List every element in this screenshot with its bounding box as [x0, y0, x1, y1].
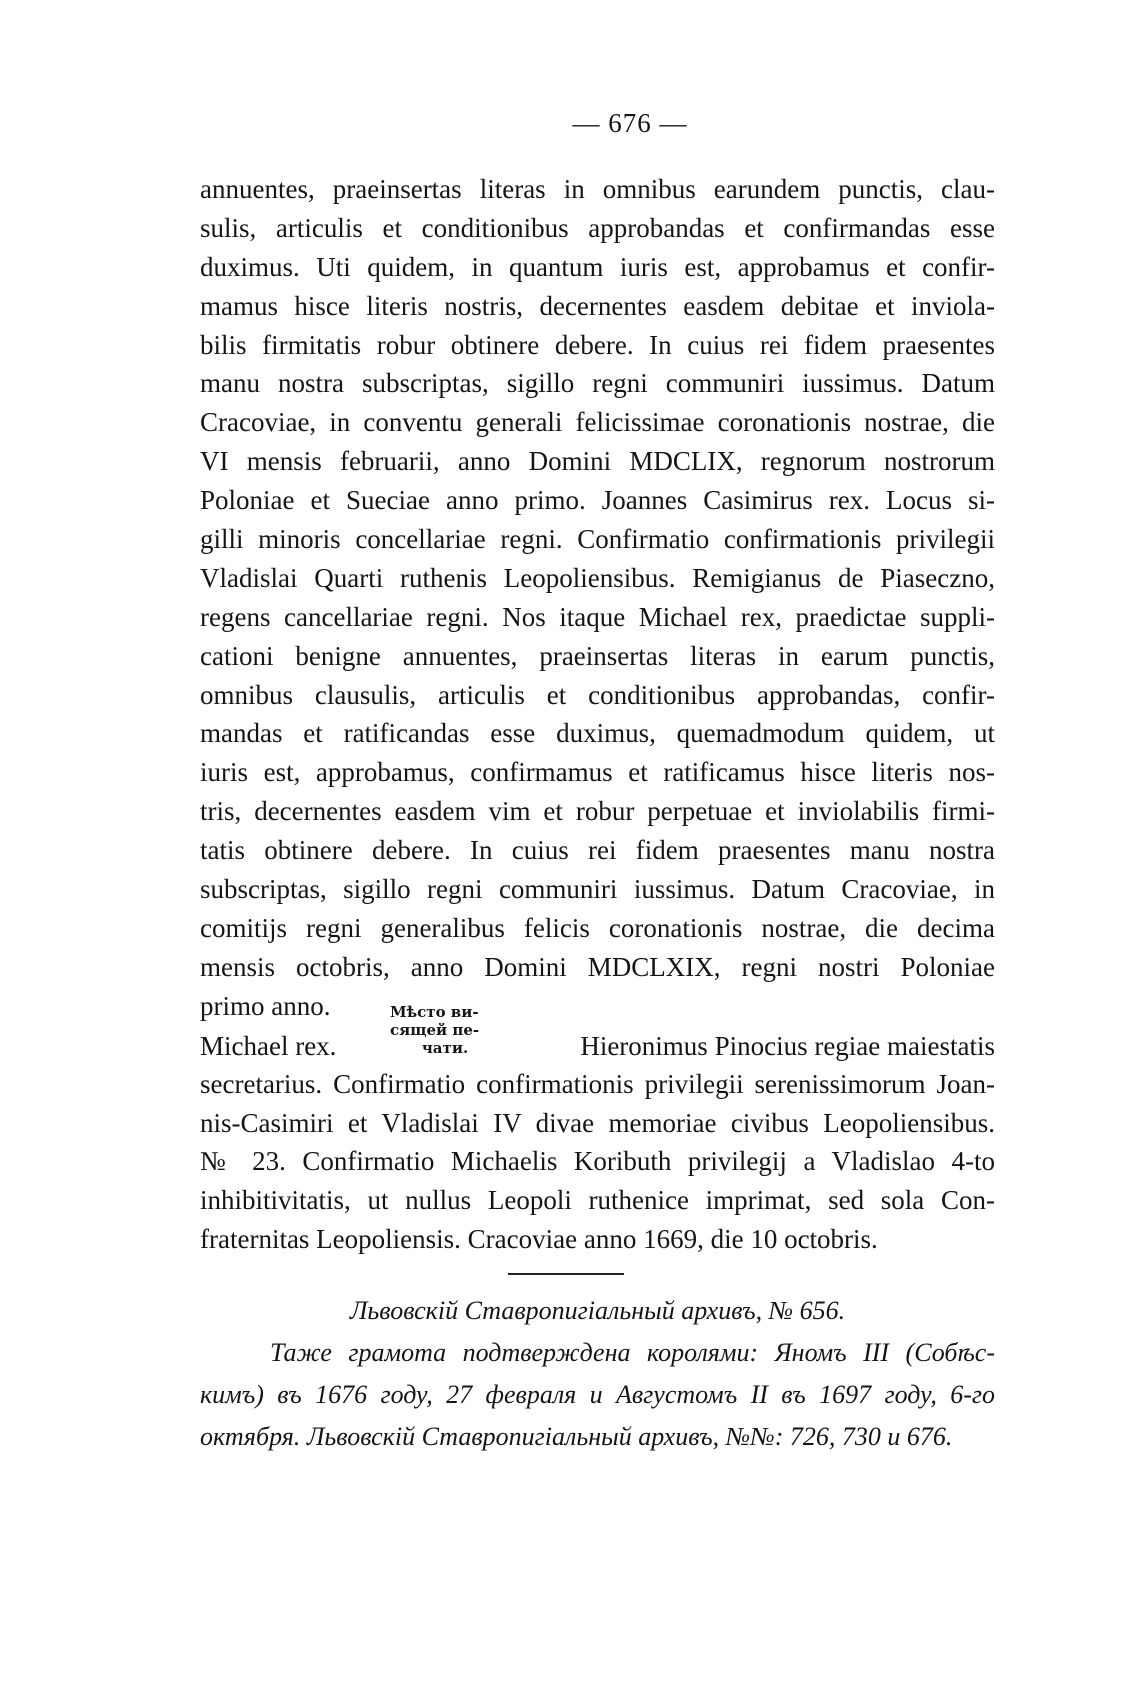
text-line: secretarius. Confirmatio confirmationis privilegii serenissimorum Joan-: [200, 1068, 995, 1099]
text-line: Cracoviae, in conventu generali felicissimae coronationis nostrae, die: [200, 407, 995, 438]
text-line: mensis octobris, anno Domini MDCLXIX, regni nostri Poloniae: [200, 951, 995, 982]
seal-note-line: Мѣсто ви-: [390, 1002, 479, 1021]
text-line: Vladislai Quarti ruthenis Leopoliensibus. Remigianus de Piaseczno,: [200, 562, 995, 593]
text-line: omnibus clausulis, articulis et conditionibus approbandas, confir-: [200, 679, 995, 710]
seal-note-line: сящей пе-: [390, 1020, 480, 1039]
text-line: duximus. Uti quidem, in quantum iuris est, approbamus et confir-: [200, 251, 995, 282]
seal-note-line: чати.: [421, 1038, 469, 1057]
text-line: regens cancellariae regni. Nos itaque Michael rex, praedictae suppli-: [200, 601, 995, 632]
note-line: октября. Львовскій Ставропигіальный архивъ, №№: 726, 730 и 676.: [200, 1422, 953, 1451]
hieronimus-signature: Hieronimus Pinocius regiae maiestatis: [580, 1030, 995, 1061]
page-number: — 676 —: [572, 108, 688, 138]
text-line: nis-Casimiri et Vladislai IV divae memoriae civibus Leopoliensibus.: [200, 1107, 995, 1138]
text-line: manu nostra subscriptas, sigillo regni communiri iussimus. Datum: [200, 368, 995, 399]
primo-anno-text: primo anno.: [200, 990, 331, 1021]
text-line: iuris est, approbamus, confirmamus et ratificamus hisce literis nos-: [200, 757, 995, 788]
text-line: comitijs regni generalibus felicis coronationis nostrae, die decima: [200, 912, 995, 943]
text-line: mandas et ratificandas esse duximus, quemadmodum quidem, ut: [200, 718, 995, 749]
archival-notes: [200, 1290, 995, 1458]
note-line: Таже грамота подтверждена королями: Яномъ III (Собѣс-: [270, 1338, 995, 1367]
footnote-divider: [508, 1273, 624, 1275]
archive-source-line: Львовскій Ставропигіальный архивъ, № 656.: [349, 1296, 846, 1325]
signature-block: [200, 987, 995, 1065]
text-line: inhibitivitatis, ut nullus Leopoli ruthenice imprimat, sed sola Con-: [200, 1185, 995, 1216]
seal-place-note: [390, 1003, 500, 1057]
text-line: № 23. Confirmatio Michaelis Koributh privilegij a Vladislao 4-to: [200, 1146, 995, 1177]
text-line: fraternitas Leopoliensis. Cracoviae anno 1669, die 10 octobris.: [200, 1224, 878, 1255]
text-line: subscriptas, sigillo regni communiri iussimus. Datum Cracoviae, in: [200, 874, 995, 905]
text-line: bilis firmitatis robur obtinere debere. In cuius rei fidem praesentes: [200, 329, 995, 360]
text-line: tris, decernentes easdem vim et robur perpetuae et inviolabilis firmi-: [200, 796, 995, 827]
text-line: annuentes, praeinsertas literas in omnibus earundem punctis, clau-: [200, 174, 995, 204]
text-line: mamus hisce literis nostris, decernentes easdem debitae et inviola-: [200, 290, 995, 321]
text-line: cationi benigne annuentes, praeinsertas literas in earum punctis,: [200, 640, 995, 671]
main-text: [200, 170, 995, 1259]
text-line: VI mensis februarii, anno Domini MDCLIX, regnorum nostrorum: [200, 446, 995, 477]
text-line: sulis, articulis et conditionibus approbandas et confirmandas esse: [200, 212, 995, 243]
text-line: tatis obtinere debere. In cuius rei fidem praesentes manu nostra: [200, 835, 995, 866]
note-line: кимъ) въ 1676 году, 27 февраля и Августомъ II въ 1697 году, 6-го: [200, 1380, 995, 1409]
michael-rex-signature: Michael rex.: [200, 1030, 337, 1061]
text-line: Poloniae et Sueciae anno primo. Joannes Casimirus rex. Locus si-: [200, 485, 995, 516]
text-line: gilli minoris concellariae regni. Confirmatio confirmationis privilegii: [200, 524, 995, 555]
